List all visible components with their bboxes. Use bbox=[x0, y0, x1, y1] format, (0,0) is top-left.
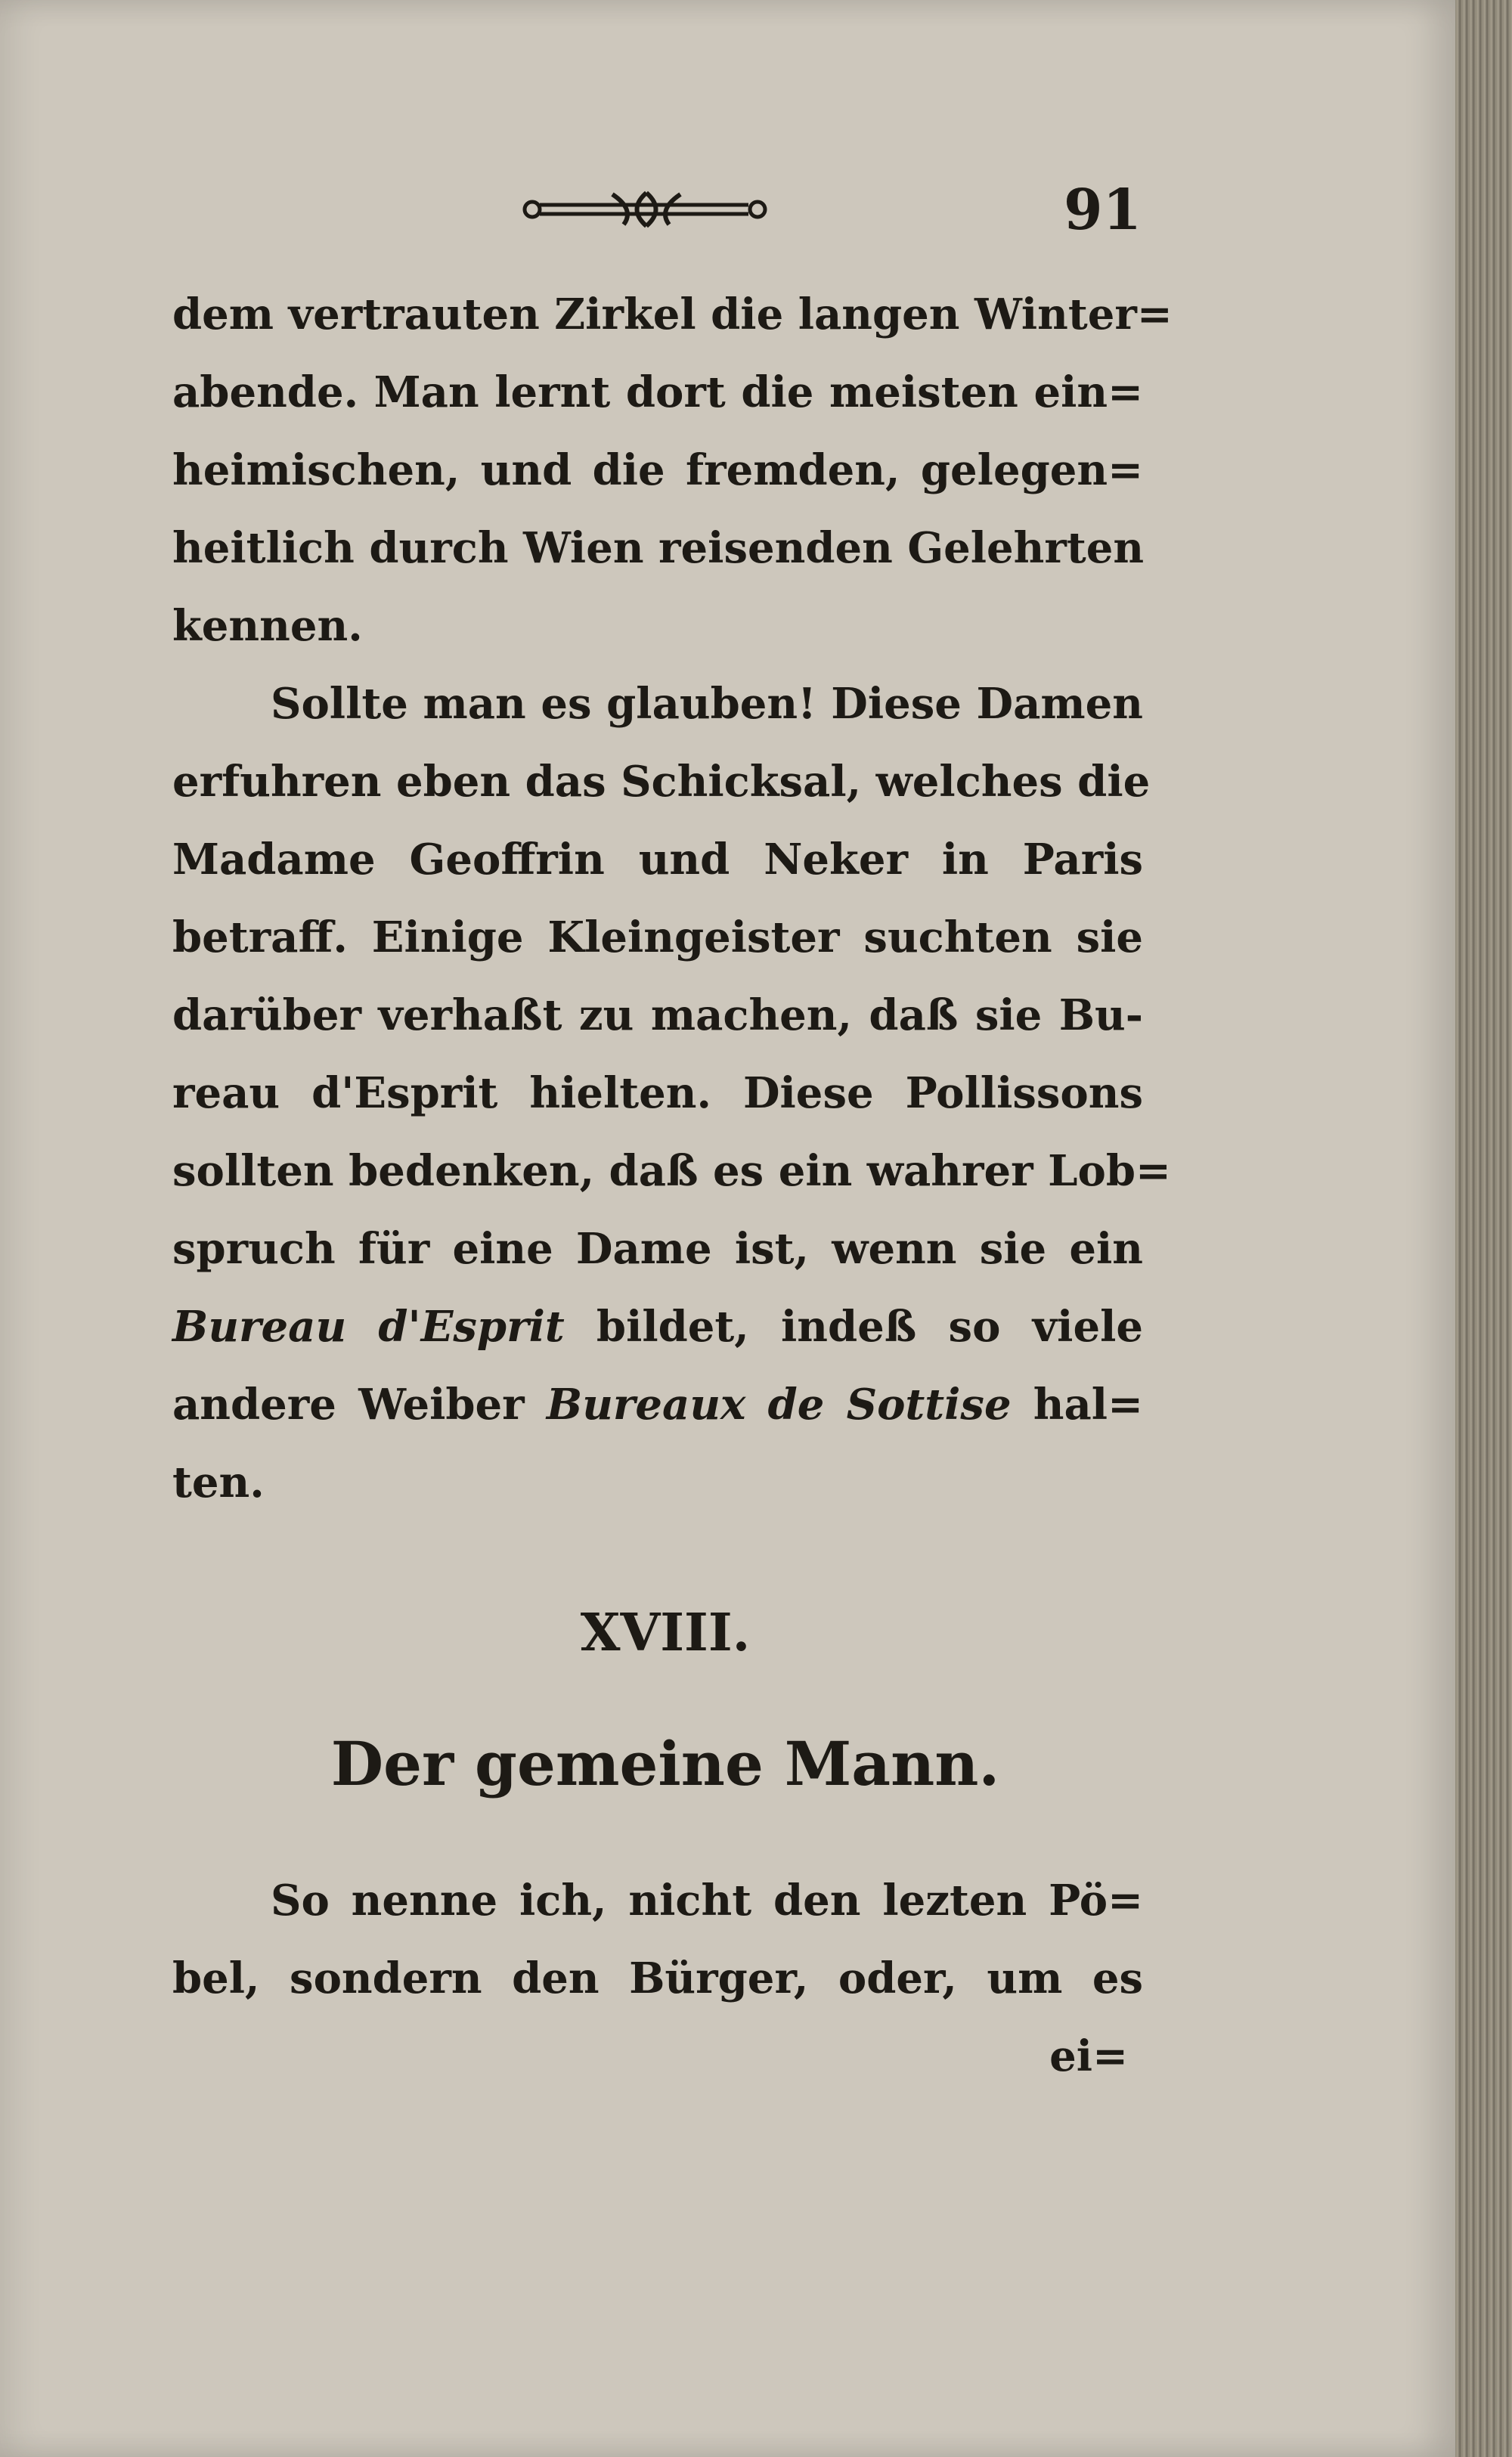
text-line: bel, sondern den Bürger, oder, um es bbox=[172, 1954, 1143, 2003]
text-line: darüber verhaßt zu machen, daß sie Bu- bbox=[172, 990, 1143, 1040]
text-line: betraff. Einige Kleingeister suchten sie bbox=[172, 912, 1143, 962]
text-line: ten. bbox=[172, 1458, 265, 1507]
section-title: Der gemeine Mann. bbox=[330, 1728, 1000, 1799]
text-line: sollten bedenken, daß es ein wahrer Lob= bbox=[172, 1146, 1171, 1196]
text-line: heitlich durch Wien reisenden Gelehrten bbox=[172, 523, 1145, 573]
text-line: dem vertrauten Zirkel die langen Winter= bbox=[172, 290, 1173, 339]
page-header bbox=[0, 178, 1455, 253]
decorative-rule-icon bbox=[522, 187, 771, 232]
text-line: abende. Man lernt dort die meisten ein= bbox=[172, 367, 1143, 417]
text-line: So nenne ich, nicht den lezten Pö= bbox=[271, 1876, 1143, 1926]
italic-phrase: Bureau d'Esprit bbox=[172, 1302, 565, 1352]
text-segment: andere Weiber bbox=[172, 1380, 547, 1430]
text-line: reau d'Esprit hielten. Diese Pollissons bbox=[172, 1068, 1143, 1118]
text-line: spruch für eine Dame ist, wenn sie ein bbox=[172, 1224, 1143, 1274]
catchword: ei= bbox=[1049, 2031, 1128, 2081]
section-number: XVIII. bbox=[580, 1603, 751, 1663]
text-line bbox=[172, 1366, 1143, 1444]
text-line: heimischen, und die fremden, gelegen= bbox=[172, 445, 1143, 495]
page-body bbox=[172, 276, 1173, 2096]
page-number: 91 bbox=[1064, 178, 1142, 243]
text-segment: hal= bbox=[1011, 1380, 1143, 1430]
text-segment: bildet, indeß so viele bbox=[564, 1302, 1143, 1352]
page-edges bbox=[1455, 0, 1512, 2457]
text-line: kennen. bbox=[172, 601, 363, 651]
text-line bbox=[172, 1288, 1143, 1366]
italic-phrase: Bureaux de Sottise bbox=[546, 1380, 1012, 1430]
text-line: Sollte man es glauben! Diese Damen bbox=[271, 679, 1143, 729]
text-line: erfuhren eben das Schicksal, welches die bbox=[172, 757, 1151, 807]
text-line: Madame Geoffrin und Neker in Paris bbox=[172, 835, 1143, 885]
